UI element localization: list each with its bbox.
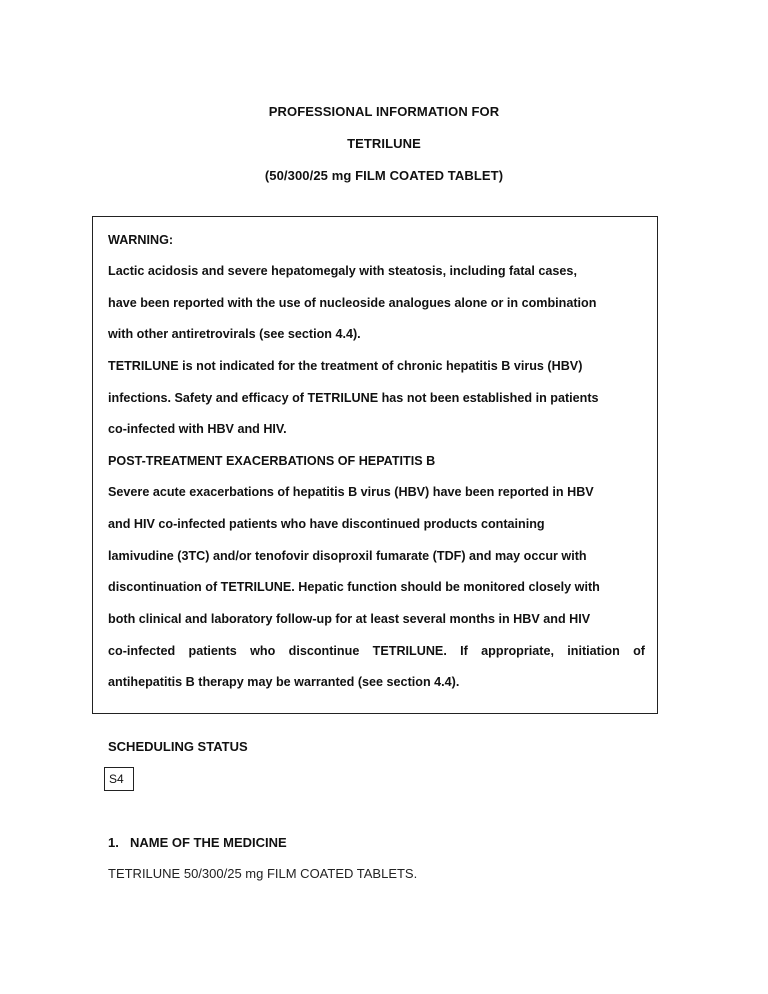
warning-text-line: have been reported with the use of nucleoside analogues alone or in combination bbox=[108, 296, 597, 310]
section-1-heading bbox=[108, 835, 287, 850]
warning-text-line: infections. Safety and efficacy of TETRILUNE has not been established in patients bbox=[108, 391, 599, 405]
warning-text-line: lamivudine (3TC) and/or tenofovir disoproxil fumarate (TDF) and may occur with bbox=[108, 549, 587, 563]
doc-title-line-3: (50/300/25 mg FILM COATED TABLET) bbox=[264, 168, 504, 183]
warning-text-line: Severe acute exacerbations of hepatitis B virus (HBV) have been reported in HBV bbox=[108, 485, 594, 499]
warning-heading: WARNING: bbox=[108, 233, 174, 247]
scheduling-status-heading: SCHEDULING STATUS bbox=[108, 739, 248, 754]
section-1-body: TETRILUNE 50/300/25 mg FILM COATED TABLETS. bbox=[108, 866, 418, 881]
post-treatment-heading: POST-TREATMENT EXACERBATIONS OF HEPATITIS B bbox=[108, 454, 436, 468]
warning-text-line: co-infected with HBV and HIV. bbox=[108, 422, 287, 436]
warning-text-line: and HIV co-infected patients who have discontinued products containing bbox=[108, 517, 545, 531]
warning-text-line: co-infected patients who discontinue TETRILUNE. If appropriate, initiation of bbox=[108, 644, 645, 658]
warning-text-line: discontinuation of TETRILUNE. Hepatic function should be monitored closely with bbox=[108, 580, 600, 594]
warning-text-line: antihepatitis B therapy may be warranted (see section 4.4). bbox=[108, 675, 460, 689]
doc-title-line-1: PROFESSIONAL INFORMATION FOR bbox=[268, 104, 500, 119]
doc-title-line-2: TETRILUNE bbox=[347, 136, 421, 151]
section-1-title: NAME OF THE MEDICINE bbox=[130, 835, 287, 850]
warning-text-line: with other antiretrovirals (see section 4.4). bbox=[108, 327, 361, 341]
warning-text-line: TETRILUNE is not indicated for the treatment of chronic hepatitis B virus (HBV) bbox=[108, 359, 583, 373]
warning-text-line: Lactic acidosis and severe hepatomegaly with steatosis, including fatal cases, bbox=[108, 264, 577, 278]
section-1-number: 1. bbox=[108, 835, 119, 850]
warning-box bbox=[92, 216, 658, 714]
warning-text-line: both clinical and laboratory follow-up for at least several months in HBV and HIV bbox=[108, 612, 591, 626]
scheduling-status-value: S4 bbox=[104, 767, 134, 791]
